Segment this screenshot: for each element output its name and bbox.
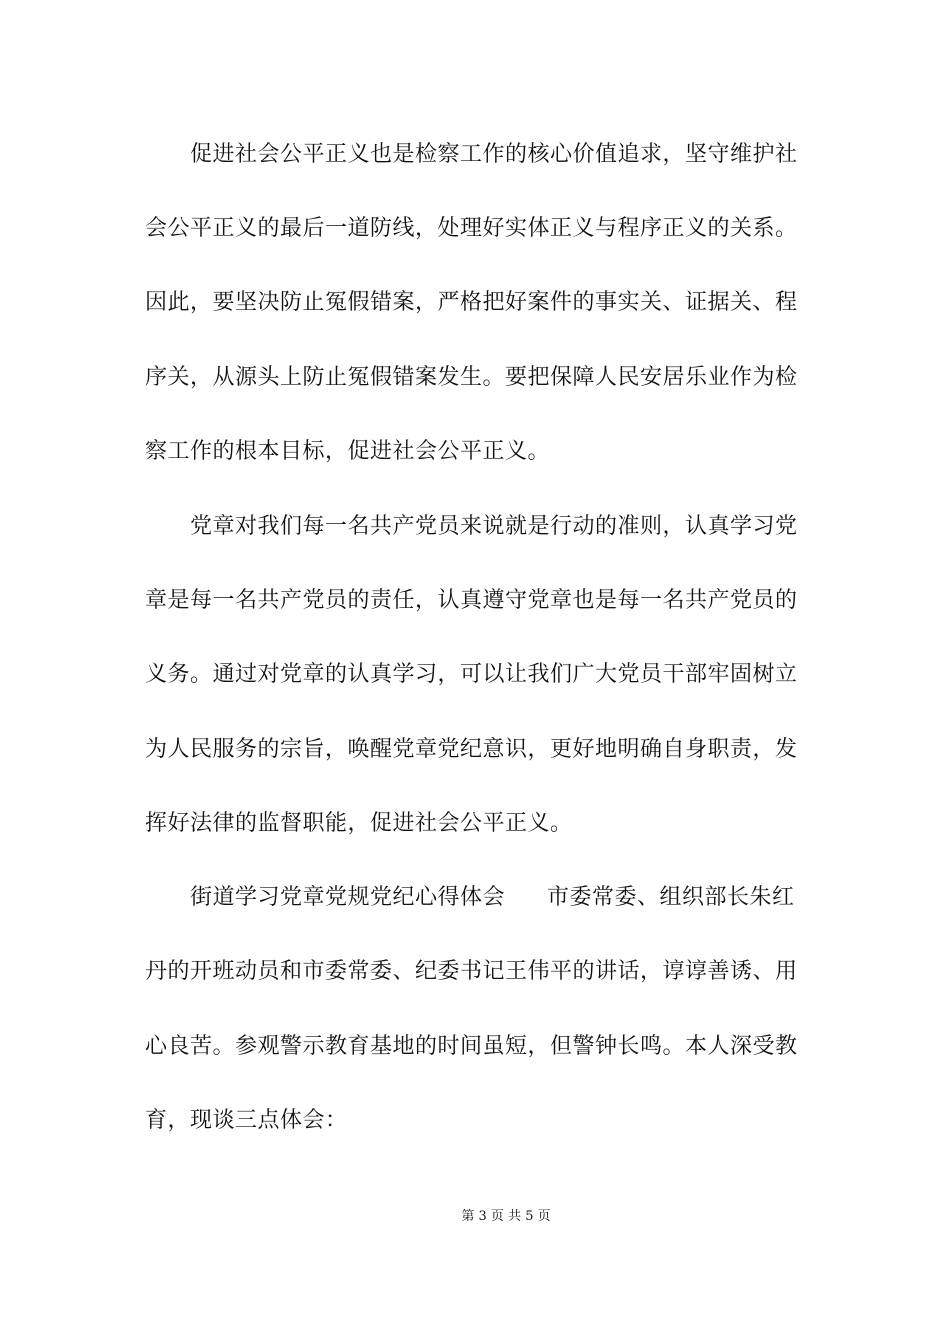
paragraph-line: 心良苦。参观警示教育基地的时间虽短，但警钟长鸣。本人深受教: [145, 1034, 798, 1059]
paragraph-line: 序关，从源头上防止冤假错案发生。要把保障人民安居乐业作为检: [145, 365, 798, 390]
page-footer: [0, 1208, 950, 1226]
paragraph-line: 为人民服务的宗旨，唤醒党章党纪意识，更好地明确自身职责，发: [145, 737, 798, 762]
paragraph-line: 党章对我们每一名共产党员来说就是行动的准则，认真学习党: [190, 514, 798, 539]
paragraph-line: 育，现谈三点体会：: [145, 1108, 348, 1133]
paragraph-line: 会公平正义的最后一道防线，处理好实体正义与程序正义的关系。: [145, 216, 798, 241]
paragraph-line: 义务。通过对党章的认真学习，可以让我们广大党员干部牢固树立: [145, 662, 798, 687]
paragraph-line: 促进社会公平正义也是检察工作的核心价值追求，坚守维护社: [190, 142, 798, 167]
paragraph-line: 察工作的根本目标，促进社会公平正义。: [145, 439, 551, 464]
paragraph-text: 市委常委、组织部长朱红: [547, 885, 795, 910]
paragraph-first-line: [190, 883, 795, 913]
paragraph-line: 章是每一名共产党员的责任，认真遵守党章也是每一名共产党员的: [145, 588, 798, 613]
article-title: 街道学习党章党规党纪心得体会: [190, 885, 506, 910]
paragraph-line: 因此，要坚决防止冤假错案，严格把好案件的事实关、证据关、程: [145, 290, 798, 315]
paragraph-line: 丹的开班动员和市委常委、纪委书记王伟平的讲话，谆谆善诱、用: [145, 959, 798, 984]
paragraph-line: 挥好法律的监督职能，促进社会公平正义。: [145, 811, 573, 836]
page-number: 第 3 页 共 5 页: [461, 1209, 551, 1224]
